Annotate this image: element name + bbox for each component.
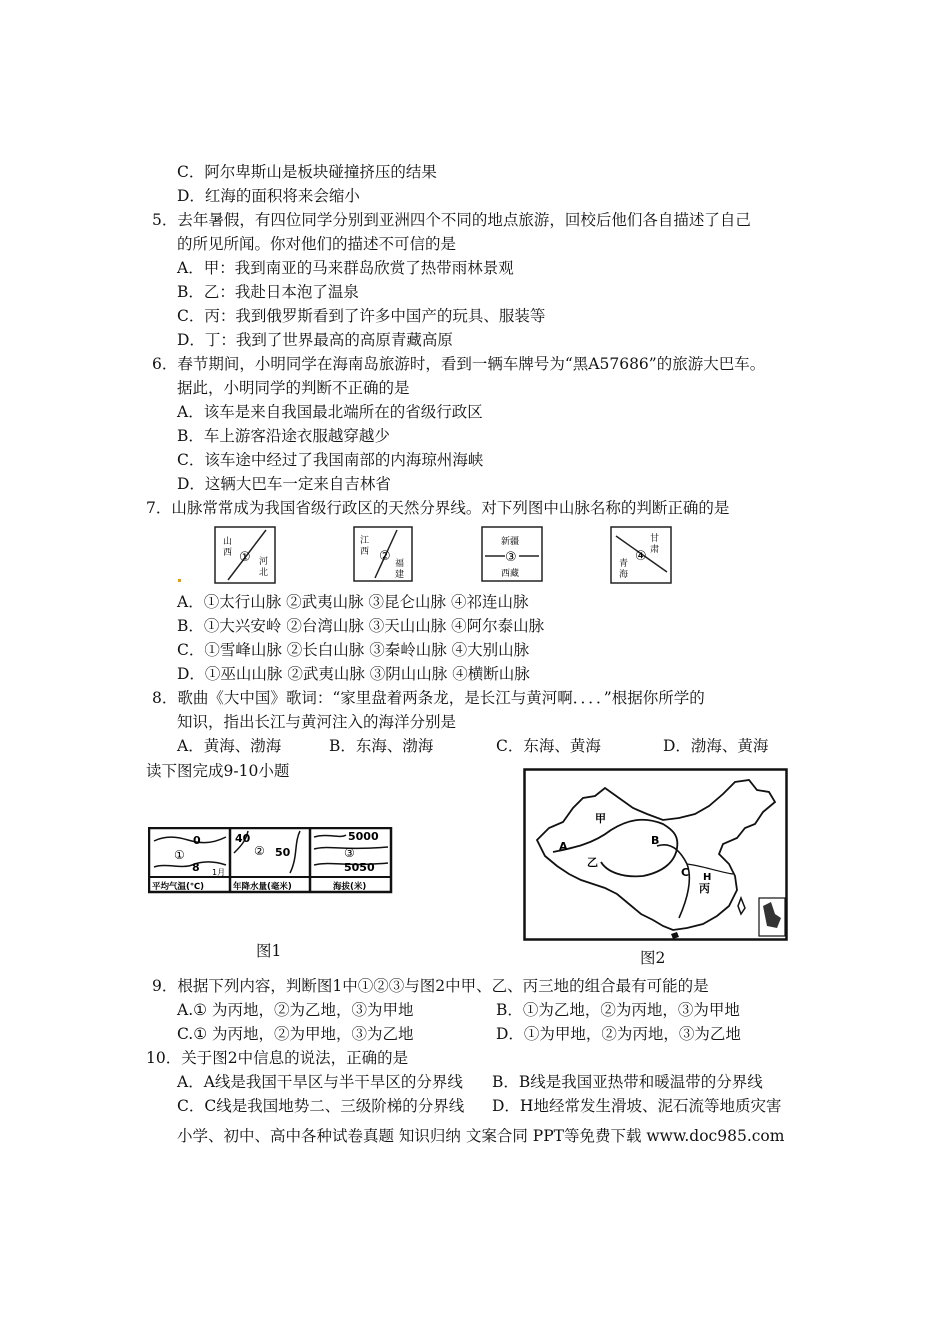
- q7-box-4: [610, 526, 672, 584]
- q5-option-d: D．丁：我到了世界最高的高原青藏高原: [177, 331, 453, 349]
- q7-option-d: D．①巫山山脉 ②武夷山脉 ③阴山山脉 ④横断山脉: [177, 665, 530, 683]
- q6-option-b: B．车上游客沿途衣服越穿越少: [177, 427, 390, 445]
- read-instruction: 读下图完成9-10小题: [146, 762, 290, 780]
- q7-option-c: C．①雪峰山脉 ②长白山脉 ③秦岭山脉 ④大别山脉: [177, 641, 530, 659]
- fig1-p3-value-2: 5050: [344, 861, 375, 874]
- page-footer: 小学、初中、高中各种试卷真题 知识归纳 文案合同 PPT等免费下载 www.doc985.com: [177, 1127, 785, 1145]
- q7-box2-right-bottom: 建: [395, 570, 405, 580]
- fig2-label-b: B: [651, 834, 660, 847]
- fig1-p1-value-1: 0: [193, 834, 201, 847]
- q7-stem: 7．山脉常常成为我国省级行政区的天然分界线。对下列图中山脉名称的判断正确的是: [146, 499, 730, 517]
- fig2-label-h: H: [703, 872, 712, 883]
- q9-option-d: D．①为甲地，②为丙地，③为乙地: [496, 1025, 741, 1043]
- q7-box-3: [481, 526, 543, 582]
- q5-stem-line1: 5．去年暑假，有四位同学分别到亚洲四个不同的地点旅游，回校后他们各自描述了自己: [152, 211, 751, 229]
- q7-box4-right-top: 甘: [650, 534, 660, 544]
- q7-box2-right-top: 福: [395, 559, 405, 569]
- figure-1-caption: 图1: [256, 942, 282, 960]
- fig1-p2-value-1: 40: [235, 832, 251, 845]
- q7-box2-left-bottom: 西: [360, 547, 370, 557]
- q10-option-b: B．B线是我国亚热带和暖温带的分界线: [492, 1073, 763, 1091]
- q6-stem-line2: 据此，小明同学的判断不正确的是: [177, 379, 410, 397]
- q7-box1-number: ①: [239, 550, 251, 565]
- q8-stem-line2: 知识，指出长江与黄河注入的海洋分别是: [177, 713, 457, 731]
- q7-box3-number: ③: [505, 550, 517, 565]
- figure-2-caption: 图2: [640, 949, 666, 967]
- q9-option-c: C.① 为丙地，②为甲地，③为乙地: [177, 1025, 414, 1043]
- fig1-p3-number: ③: [344, 846, 355, 860]
- fig1-p2-number: ②: [254, 844, 265, 858]
- q9-stem: 9．根据下列内容，判断图1中①②③与图2中甲、乙、丙三地的组合最有可能的是: [152, 977, 709, 995]
- q7-option-b: B．①大兴安岭 ②台湾山脉 ③天山山脉 ④阿尔泰山脉: [177, 617, 545, 635]
- q5-option-a: A．甲：我到南亚的马来群岛欣赏了热带雨林景观: [177, 259, 514, 277]
- q6-option-d: D．这辆大巴车一定来自吉林省: [177, 475, 391, 493]
- fig1-p1-value-2: 8: [192, 861, 200, 874]
- fig2-label-yi: 乙: [587, 856, 598, 869]
- q5-stem-line2: 的所见所闻。你对他们的描述不可信的是: [177, 235, 457, 253]
- q7-box4-right-bottom: 肃: [650, 545, 660, 555]
- q8-option-d: D．渤海、黄海: [663, 737, 769, 755]
- q7-box2-number: ②: [379, 549, 391, 564]
- q9-option-a: A.① 为丙地，②为乙地，③为甲地: [177, 1001, 414, 1019]
- q8-option-b: B．东海、渤海: [329, 737, 434, 755]
- stray-mark: [178, 579, 181, 582]
- q10-option-d: D．H地经常发生滑坡、泥石流等地质灾害: [492, 1097, 782, 1115]
- q7-option-a: A．①太行山脉 ②武夷山脉 ③昆仑山脉 ④祁连山脉: [177, 593, 529, 611]
- q4-option-d: D．红海的面积将来会缩小: [177, 187, 360, 205]
- q7-box1-left-top: 山: [223, 537, 233, 547]
- figure-2-map: [523, 768, 789, 942]
- q7-box1-right-top: 河: [259, 557, 269, 567]
- q10-option-a: A．A线是我国干旱区与半干旱区的分界线: [177, 1073, 463, 1091]
- q7-box4-number: ④: [635, 549, 647, 564]
- q7-box-2: [353, 526, 413, 582]
- q4-option-c: C．阿尔卑斯山是板块碰撞挤压的结果: [177, 163, 437, 181]
- q8-stem-line1: 8．歌曲《大中国》歌词：“家里盘着两条龙，是长江与黄河啊．．．．”根据你所学的: [152, 689, 705, 707]
- q6-option-c: C．该车途中经过了我国南部的内海琼州海峡: [177, 451, 484, 469]
- figure-1: [148, 827, 393, 895]
- fig1-p3-value-1: 5000: [348, 830, 379, 843]
- fig1-p1-unit: 1月: [212, 868, 226, 877]
- q6-stem-line1: 6．春节期间，小明同学在海南岛旅游时，看到一辆车牌号为“黑A57686”的旅游大巴车。: [152, 355, 766, 373]
- fig1-p3-label: 海拔(米): [333, 882, 367, 892]
- fig1-p2-value-2: 50: [275, 846, 291, 859]
- q7-box1-right-bottom: 北: [259, 568, 269, 578]
- fig2-label-bing: 丙: [699, 882, 710, 895]
- q9-option-b: B．①为乙地，②为丙地，③为甲地: [496, 1001, 740, 1019]
- q10-option-c: C．C线是我国地势二、三级阶梯的分界线: [177, 1097, 465, 1115]
- q10-stem: 10．关于图2中信息的说法，正确的是: [146, 1049, 409, 1067]
- fig1-p2-label: 年降水量(毫米): [233, 882, 292, 892]
- fig2-label-jia: 甲: [595, 812, 606, 825]
- q7-box4-left-top: 青: [619, 559, 629, 569]
- fig2-label-a: A: [559, 840, 568, 853]
- q6-option-a: A．该车是来自我国最北端所在的省级行政区: [177, 403, 483, 421]
- q7-box3-top: 新疆: [501, 537, 520, 547]
- q8-option-a: A．黄海、渤海: [177, 737, 282, 755]
- q7-box3-bottom: 西藏: [501, 569, 520, 579]
- q7-box-1: [214, 526, 276, 584]
- q5-option-c: C．丙：我到俄罗斯看到了许多中国产的玩具、服装等: [177, 307, 546, 325]
- q5-option-b: B．乙：我赴日本泡了温泉: [177, 283, 359, 301]
- fig2-label-c: C: [681, 866, 690, 879]
- q7-box4-left-bottom: 海: [619, 570, 629, 580]
- fig1-p1-label: 平均气温(℃): [152, 882, 205, 892]
- q8-option-c: C．东海、黄海: [496, 737, 601, 755]
- q7-box2-left-top: 江: [360, 536, 370, 546]
- q7-box1-left-bottom: 西: [223, 548, 233, 558]
- fig1-p1-number: ①: [174, 848, 185, 862]
